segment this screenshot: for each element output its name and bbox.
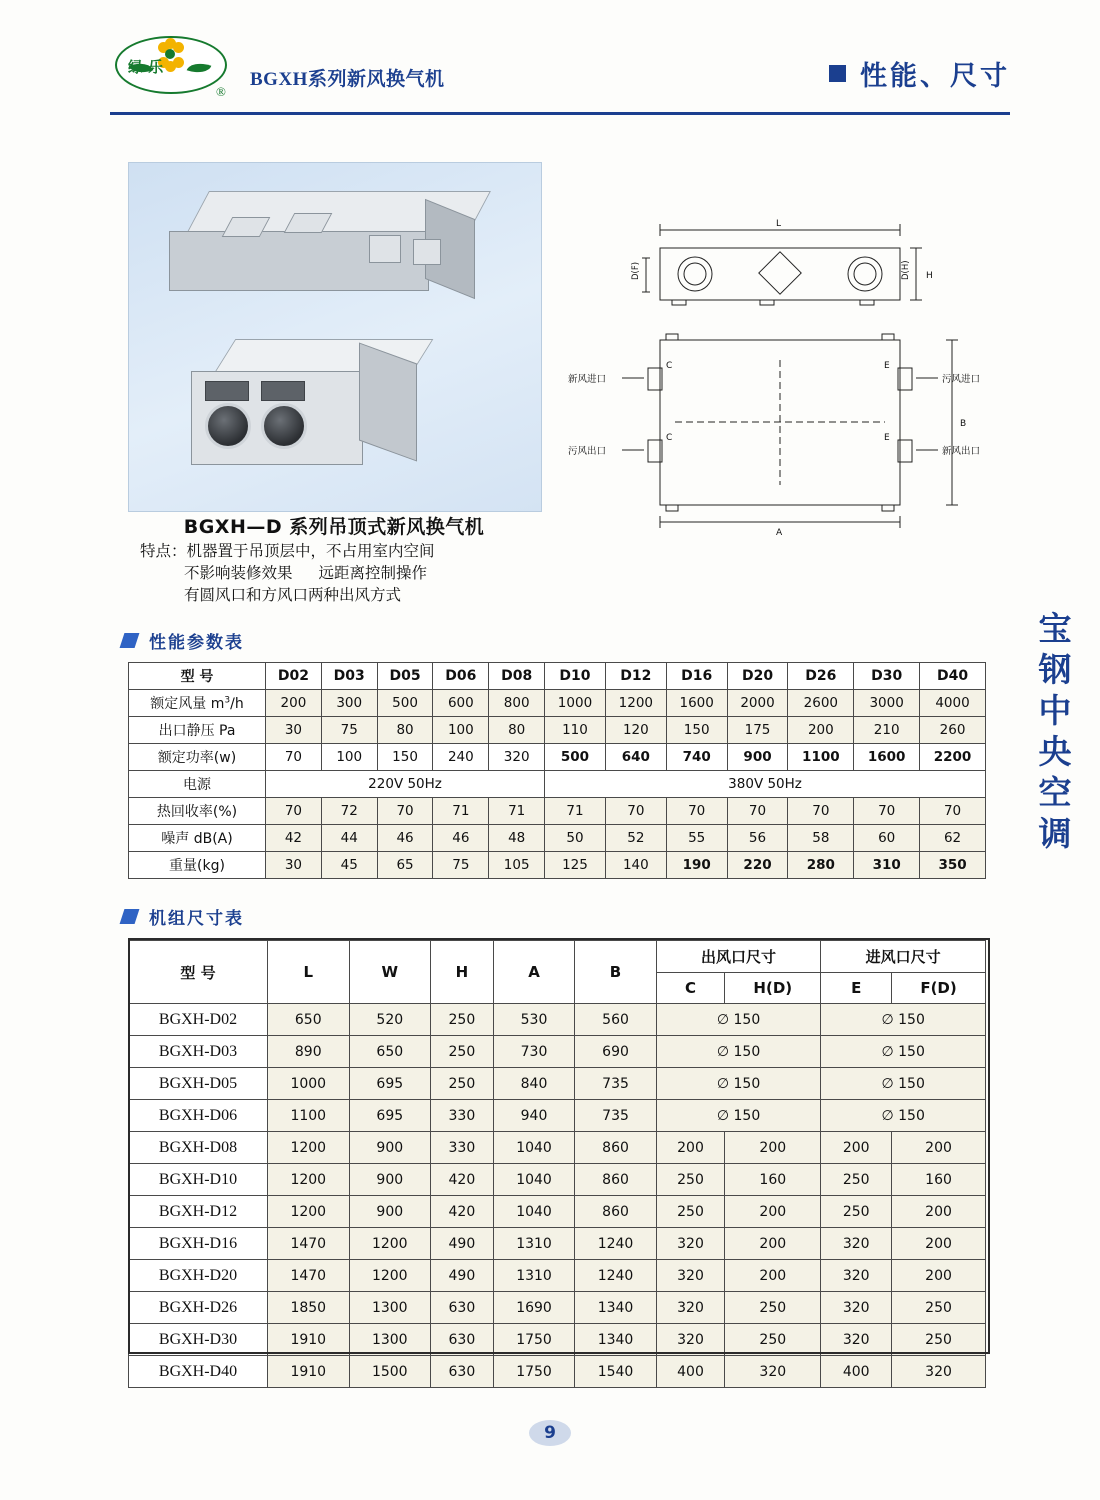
cell-model: BGXH-D40 — [129, 1356, 268, 1388]
cell-A: 1690 — [493, 1292, 575, 1324]
cell-heat-recovery: 70 — [788, 798, 854, 825]
header-FD: F(D) — [892, 973, 986, 1004]
cell-FD: 250 — [892, 1292, 986, 1324]
cell-H: 420 — [431, 1164, 494, 1196]
cell-C: 400 — [656, 1356, 724, 1388]
cell-W: 900 — [349, 1196, 431, 1228]
feature-list — [140, 540, 570, 606]
dimension-table-body — [129, 1004, 986, 1388]
table-row-noise — [129, 825, 986, 852]
cell-A: 840 — [493, 1068, 575, 1100]
cell-E: 400 — [821, 1356, 892, 1388]
row-label-noise: 噪声 dB(A) — [129, 825, 266, 852]
cell-HD: 200 — [725, 1196, 821, 1228]
cell-outlet-size: ∅ 150 — [656, 1100, 821, 1132]
cell-pressure: 80 — [377, 717, 433, 744]
cell-weight: 350 — [920, 852, 986, 879]
cell-L: 1850 — [268, 1292, 350, 1324]
cell-pressure: 30 — [266, 717, 322, 744]
cell-weight: 45 — [321, 852, 377, 879]
header-H: H — [431, 941, 494, 1004]
header-section-label — [829, 54, 1010, 93]
cell-C: 200 — [656, 1132, 724, 1164]
cell-W: 900 — [349, 1132, 431, 1164]
table-row — [129, 1228, 986, 1260]
cell-W: 1500 — [349, 1356, 431, 1388]
dimension-table — [128, 940, 986, 1388]
cell-model: D03 — [321, 663, 377, 690]
cell-H: 250 — [431, 1068, 494, 1100]
cell-model: BGXH-D26 — [129, 1292, 268, 1324]
cell-B: 1340 — [575, 1324, 657, 1356]
cell-weight: 65 — [377, 852, 433, 879]
cell-L: 890 — [268, 1036, 350, 1068]
cell-B: 1240 — [575, 1228, 657, 1260]
section-heading-dimensions-label: 机组尺寸表 — [149, 909, 244, 929]
cell-airflow: 600 — [433, 690, 489, 717]
cell-E: 320 — [821, 1324, 892, 1356]
cell-L: 1000 — [268, 1068, 350, 1100]
section-heading-performance-label: 性能参数表 — [149, 633, 244, 653]
cell-model: D05 — [377, 663, 433, 690]
cell-noise: 62 — [920, 825, 986, 852]
cell-HD: 200 — [725, 1228, 821, 1260]
cell-B: 860 — [575, 1196, 657, 1228]
table-row — [129, 1132, 986, 1164]
section-heading-performance — [122, 628, 244, 653]
cell-W: 650 — [349, 1036, 431, 1068]
header-inlet-size: 进风口尺寸 — [821, 941, 986, 973]
cell-noise: 44 — [321, 825, 377, 852]
cell-model: BGXH-D02 — [129, 1004, 268, 1036]
cell-inlet-size: ∅ 150 — [821, 1068, 986, 1100]
cell-model: D20 — [727, 663, 788, 690]
cell-weight: 75 — [433, 852, 489, 879]
cell-model: BGXH-D10 — [129, 1164, 268, 1196]
dim-label-E1: E — [884, 361, 890, 371]
cell-B: 560 — [575, 1004, 657, 1036]
company-logo — [110, 32, 230, 99]
dim-label-E2: E — [884, 433, 890, 443]
cell-power: 740 — [666, 744, 727, 771]
cell-outlet-size: ∅ 150 — [656, 1036, 821, 1068]
cell-C: 320 — [656, 1292, 724, 1324]
dim-label-B: B — [960, 419, 967, 429]
registered-mark: ® — [216, 84, 226, 99]
cell-pressure: 120 — [605, 717, 666, 744]
header-E: E — [821, 973, 892, 1004]
cell-HD: 200 — [725, 1132, 821, 1164]
cell-airflow: 800 — [489, 690, 545, 717]
cell-HD: 320 — [725, 1356, 821, 1388]
header-B: B — [575, 941, 657, 1004]
cell-weight: 125 — [545, 852, 606, 879]
cell-pressure: 100 — [433, 717, 489, 744]
feature-1: 机器置于吊顶层中，不占用室内空间 — [186, 542, 435, 560]
cell-FD: 200 — [892, 1260, 986, 1292]
cell-supply-right: 380V 50Hz — [545, 771, 986, 798]
cell-A: 1750 — [493, 1356, 575, 1388]
cell-C: 250 — [656, 1164, 724, 1196]
feature-3: 有圆风口和方风口两种出风方式 — [184, 586, 402, 604]
row-label-static-pressure: 出口静压 Pa — [129, 717, 266, 744]
header-C: C — [656, 973, 724, 1004]
cell-L: 1200 — [268, 1132, 350, 1164]
table-row-static-pressure — [129, 717, 986, 744]
table-row — [129, 1164, 986, 1196]
label-fresh-air-out: 新风出口 — [942, 446, 981, 457]
cell-noise: 55 — [666, 825, 727, 852]
cell-HD: 200 — [725, 1260, 821, 1292]
cell-pressure: 150 — [666, 717, 727, 744]
cell-weight: 280 — [788, 852, 854, 879]
series-title: BGXH系列新风换气机 — [250, 69, 445, 90]
table-row-weight — [129, 852, 986, 879]
cell-heat-recovery: 71 — [545, 798, 606, 825]
cell-H: 490 — [431, 1260, 494, 1292]
cell-model: BGXH-D30 — [129, 1324, 268, 1356]
cell-B: 735 — [575, 1100, 657, 1132]
cell-inlet-size: ∅ 150 — [821, 1004, 986, 1036]
cell-A: 1310 — [493, 1260, 575, 1292]
cell-FD: 250 — [892, 1324, 986, 1356]
dim-label-H: H — [926, 271, 933, 281]
cell-inlet-size: ∅ 150 — [821, 1036, 986, 1068]
cell-W: 1300 — [349, 1324, 431, 1356]
cell-airflow: 1600 — [666, 690, 727, 717]
cell-power: 150 — [377, 744, 433, 771]
cell-B: 1340 — [575, 1292, 657, 1324]
cell-C: 250 — [656, 1196, 724, 1228]
cell-power: 500 — [545, 744, 606, 771]
cell-L: 1910 — [268, 1356, 350, 1388]
cell-noise: 46 — [433, 825, 489, 852]
cell-W: 900 — [349, 1164, 431, 1196]
table-row-power — [129, 744, 986, 771]
cell-L: 1470 — [268, 1228, 350, 1260]
logo-brand-text: 绿 乐 — [128, 58, 164, 76]
cell-pressure: 210 — [854, 717, 920, 744]
parallelogram-bullet-icon — [120, 909, 140, 924]
cell-model: D40 — [920, 663, 986, 690]
table-row-heat-recovery — [129, 798, 986, 825]
cell-L: 1200 — [268, 1196, 350, 1228]
cell-model: D06 — [433, 663, 489, 690]
cell-model: D16 — [666, 663, 727, 690]
cell-power: 70 — [266, 744, 322, 771]
cell-B: 1240 — [575, 1260, 657, 1292]
cell-model: BGXH-D06 — [129, 1100, 268, 1132]
cell-weight: 30 — [266, 852, 322, 879]
cell-airflow: 200 — [266, 690, 322, 717]
cell-E: 250 — [821, 1164, 892, 1196]
dim-label-C1: C — [666, 361, 673, 371]
ceiling-unit-illustration — [169, 191, 489, 311]
page-number: 9 — [529, 1420, 571, 1446]
feature-2b: 远距离控制操作 — [318, 564, 428, 582]
cell-noise: 42 — [266, 825, 322, 852]
row-label-power: 额定功率(w) — [129, 744, 266, 771]
cell-A: 940 — [493, 1100, 575, 1132]
cell-A: 1040 — [493, 1164, 575, 1196]
cell-weight: 140 — [605, 852, 666, 879]
row-label-supply: 电源 — [129, 771, 266, 798]
cell-L: 650 — [268, 1004, 350, 1036]
header-outlet-size: 出风口尺寸 — [656, 941, 821, 973]
cell-noise: 58 — [788, 825, 854, 852]
cell-W: 695 — [349, 1100, 431, 1132]
cell-model: D02 — [266, 663, 322, 690]
row-label-heat-recovery: 热回收率(%) — [129, 798, 266, 825]
section-title: 性能、尺寸 — [860, 61, 1010, 92]
cell-A: 530 — [493, 1004, 575, 1036]
header-A: A — [493, 941, 575, 1004]
photo-caption: BGXH—D 系列吊顶式新风换气机 — [183, 516, 485, 538]
cell-heat-recovery: 70 — [727, 798, 788, 825]
cell-FD: 200 — [892, 1228, 986, 1260]
table-row — [129, 1292, 986, 1324]
cell-C: 320 — [656, 1228, 724, 1260]
technical-drawing — [560, 200, 1020, 538]
cell-model: BGXH-D12 — [129, 1196, 268, 1228]
cell-airflow: 1200 — [605, 690, 666, 717]
cell-airflow: 2000 — [727, 690, 788, 717]
table-row — [129, 1260, 986, 1292]
cell-supply-left: 220V 50Hz — [266, 771, 545, 798]
row-label-airflow: 额定风量 $m^3/h$ — [129, 690, 266, 717]
cell-H: 630 — [431, 1324, 494, 1356]
cell-FD: 160 — [892, 1164, 986, 1196]
cell-heat-recovery: 70 — [854, 798, 920, 825]
vertical-side-text: 宝钢中央空调 — [1038, 609, 1072, 853]
cell-pressure: 80 — [489, 717, 545, 744]
cell-E: 320 — [821, 1228, 892, 1260]
table-row-supply — [129, 771, 986, 798]
dim-label-L: L — [776, 219, 782, 229]
cell-model: D26 — [788, 663, 854, 690]
cell-power: 320 — [489, 744, 545, 771]
cell-airflow: 1000 — [545, 690, 606, 717]
cell-A: 1750 — [493, 1324, 575, 1356]
parallelogram-bullet-icon — [120, 633, 140, 648]
cell-L: 1910 — [268, 1324, 350, 1356]
cell-pressure: 110 — [545, 717, 606, 744]
section-heading-dimensions — [122, 904, 244, 929]
cell-model: D10 — [545, 663, 606, 690]
cell-outlet-size: ∅ 150 — [656, 1068, 821, 1100]
cell-airflow: 4000 — [920, 690, 986, 717]
table-row — [129, 1196, 986, 1228]
cell-noise: 60 — [854, 825, 920, 852]
cell-heat-recovery: 71 — [433, 798, 489, 825]
cell-A: 1040 — [493, 1196, 575, 1228]
table-row-model — [129, 663, 986, 690]
cell-H: 420 — [431, 1196, 494, 1228]
table-row — [129, 1036, 986, 1068]
cell-noise: 48 — [489, 825, 545, 852]
cell-model: BGXH-D03 — [129, 1036, 268, 1068]
cell-pressure: 260 — [920, 717, 986, 744]
cell-W: 1200 — [349, 1260, 431, 1292]
cell-B: 735 — [575, 1068, 657, 1100]
cell-HD: 160 — [725, 1164, 821, 1196]
cell-airflow: 500 — [377, 690, 433, 717]
square-bullet-icon — [829, 65, 846, 82]
header-W: W — [349, 941, 431, 1004]
cell-power: 1600 — [854, 744, 920, 771]
table-row — [129, 1068, 986, 1100]
cell-A: 730 — [493, 1036, 575, 1068]
cell-E: 250 — [821, 1196, 892, 1228]
cell-power: 640 — [605, 744, 666, 771]
feature-2a: 不影响装修效果 — [184, 564, 293, 582]
table-row — [129, 1004, 986, 1036]
feature-label: 特点： — [140, 542, 187, 560]
cell-HD: 250 — [725, 1292, 821, 1324]
cell-heat-recovery: 71 — [489, 798, 545, 825]
fan-icon — [261, 403, 307, 449]
cell-model: D08 — [489, 663, 545, 690]
cell-weight: 220 — [727, 852, 788, 879]
label-foul-air-out: 污风出口 — [568, 446, 607, 457]
label-fresh-air-in: 新风进口 — [568, 374, 607, 385]
cell-H: 250 — [431, 1004, 494, 1036]
cell-outlet-size: ∅ 150 — [656, 1004, 821, 1036]
cell-power: 240 — [433, 744, 489, 771]
cell-W: 520 — [349, 1004, 431, 1036]
cell-B: 860 — [575, 1132, 657, 1164]
cell-W: 1200 — [349, 1228, 431, 1260]
cell-noise: 56 — [727, 825, 788, 852]
cell-B: 690 — [575, 1036, 657, 1068]
cell-weight: 190 — [666, 852, 727, 879]
label-foul-air-in: 污风进口 — [942, 374, 981, 385]
table-row-airflow — [129, 690, 986, 717]
cell-H: 250 — [431, 1036, 494, 1068]
cell-power: 2200 — [920, 744, 986, 771]
table-row — [129, 1324, 986, 1356]
dim-label-DF: D(F) — [631, 261, 641, 280]
cell-noise: 50 — [545, 825, 606, 852]
cell-L: 1200 — [268, 1164, 350, 1196]
cell-H: 490 — [431, 1228, 494, 1260]
cell-weight: 310 — [854, 852, 920, 879]
cell-E: 200 — [821, 1132, 892, 1164]
cell-pressure: 200 — [788, 717, 854, 744]
dim-label-DH: D(H) — [901, 260, 911, 280]
cell-power: 100 — [321, 744, 377, 771]
cell-model: BGXH-D05 — [129, 1068, 268, 1100]
page-header — [110, 28, 1010, 108]
cell-heat-recovery: 72 — [321, 798, 377, 825]
cell-H: 630 — [431, 1292, 494, 1324]
cell-E: 320 — [821, 1292, 892, 1324]
cell-airflow: 2600 — [788, 690, 854, 717]
cell-L: 1470 — [268, 1260, 350, 1292]
cell-model: BGXH-D20 — [129, 1260, 268, 1292]
cell-inlet-size: ∅ 150 — [821, 1100, 986, 1132]
cell-HD: 250 — [725, 1324, 821, 1356]
cell-H: 630 — [431, 1356, 494, 1388]
cell-FD: 320 — [892, 1356, 986, 1388]
dim-label-A: A — [776, 528, 783, 538]
cell-pressure: 75 — [321, 717, 377, 744]
cell-model: D12 — [605, 663, 666, 690]
cell-L: 1100 — [268, 1100, 350, 1132]
table-row — [129, 1356, 986, 1388]
cell-power: 900 — [727, 744, 788, 771]
cell-heat-recovery: 70 — [266, 798, 322, 825]
cell-E: 320 — [821, 1260, 892, 1292]
cell-noise: 52 — [605, 825, 666, 852]
fan-icon — [205, 403, 251, 449]
header-HD: H(D) — [725, 973, 821, 1004]
cell-heat-recovery: 70 — [605, 798, 666, 825]
cell-A: 1040 — [493, 1132, 575, 1164]
cell-airflow: 3000 — [854, 690, 920, 717]
header-model: 型 号 — [129, 941, 268, 1004]
cell-H: 330 — [431, 1100, 494, 1132]
cell-W: 695 — [349, 1068, 431, 1100]
row-label-model: 型 号 — [129, 663, 266, 690]
performance-table — [128, 662, 986, 879]
cell-B: 1540 — [575, 1356, 657, 1388]
cell-C: 320 — [656, 1260, 724, 1292]
cell-FD: 200 — [892, 1196, 986, 1228]
cell-FD: 200 — [892, 1132, 986, 1164]
cell-heat-recovery: 70 — [920, 798, 986, 825]
unit-with-fans-illustration — [191, 339, 441, 479]
product-photo — [128, 162, 542, 512]
cell-heat-recovery: 70 — [377, 798, 433, 825]
cell-W: 1300 — [349, 1292, 431, 1324]
dim-label-C2: C — [666, 433, 673, 443]
cell-weight: 105 — [489, 852, 545, 879]
cell-model: BGXH-D08 — [129, 1132, 268, 1164]
header-L: L — [268, 941, 350, 1004]
table-header-row-1 — [129, 941, 986, 973]
cell-power: 1100 — [788, 744, 854, 771]
row-label-weight: 重量(kg) — [129, 852, 266, 879]
table-row — [129, 1100, 986, 1132]
header-divider — [110, 112, 1010, 115]
cell-noise: 46 — [377, 825, 433, 852]
cell-C: 320 — [656, 1324, 724, 1356]
cell-heat-recovery: 70 — [666, 798, 727, 825]
cell-A: 1310 — [493, 1228, 575, 1260]
cell-H: 330 — [431, 1132, 494, 1164]
cell-pressure: 175 — [727, 717, 788, 744]
cell-model: D30 — [854, 663, 920, 690]
cell-airflow: 300 — [321, 690, 377, 717]
cell-B: 860 — [575, 1164, 657, 1196]
cell-model: BGXH-D16 — [129, 1228, 268, 1260]
